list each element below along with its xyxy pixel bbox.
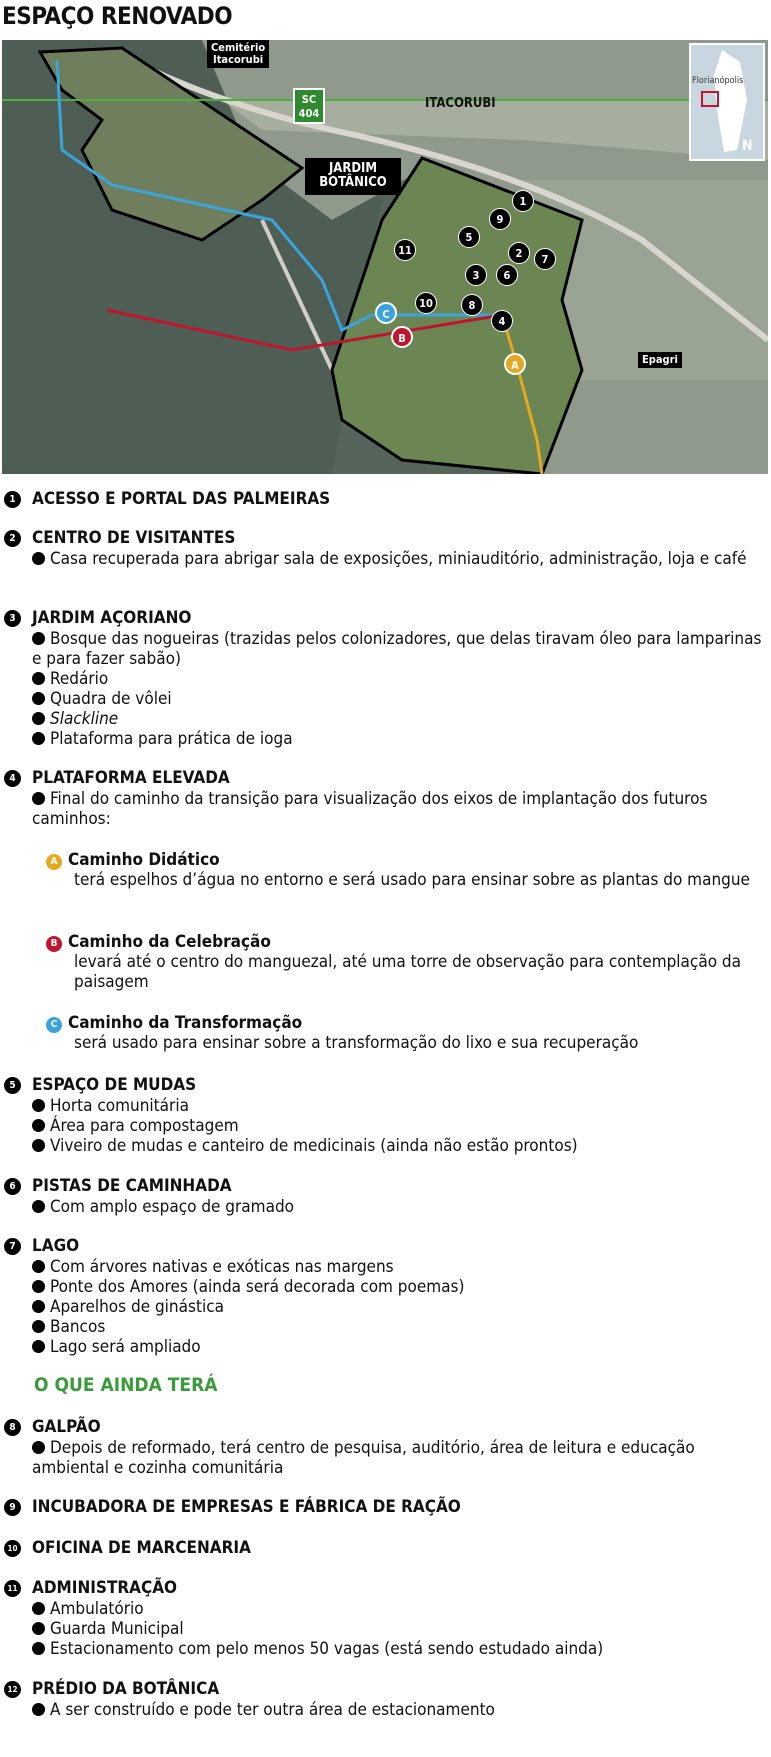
item-4-bullet-1 xyxy=(32,789,762,829)
bullet-text: Final do caminho da transição para visualização dos eixos de implantação dos futuros caminhos: xyxy=(32,789,708,829)
item-3-bullet-5 xyxy=(32,729,762,749)
bullet-text: Ponte dos Amores (ainda será decorada com poemas) xyxy=(50,1277,465,1297)
item-7-bullet-4 xyxy=(32,1317,762,1337)
map-marker-4[interactable]: 4 xyxy=(491,310,513,332)
item-title-9: INCUBADORA DE EMPRESAS E FÁBRICA DE RAÇÃO xyxy=(32,1497,461,1517)
item-number-11: 11 xyxy=(4,1580,21,1597)
path-a-badge: A xyxy=(46,854,62,870)
bullet-icon xyxy=(32,1099,45,1112)
item-3-bullet-2 xyxy=(32,669,762,689)
path-a xyxy=(46,850,762,890)
bullet-icon xyxy=(32,732,45,745)
item-title-3: JARDIM AÇORIANO xyxy=(32,608,192,628)
item-7-bullet-1 xyxy=(32,1257,762,1277)
item-number-10: 10 xyxy=(4,1540,21,1557)
bullet-text: Bosque das nogueiras (trazidas pelos colonizadores, que delas tiravam óleo para lamparinas e para fazer sabão) xyxy=(32,629,762,669)
item-title-1: ACESSO E PORTAL DAS PALMEIRAS xyxy=(32,489,331,509)
bullet-text: Com árvores nativas e exóticas nas margens xyxy=(50,1257,394,1277)
bullet-text: Com amplo espaço de gramado xyxy=(50,1197,295,1217)
item-title-4: PLATAFORMA ELEVADA xyxy=(32,768,230,788)
path-b-title: Caminho da Celebração xyxy=(68,932,271,952)
path-a-title: Caminho Didático xyxy=(68,850,220,870)
item-2-bullet-1 xyxy=(32,549,762,569)
bullet-icon xyxy=(32,1200,45,1213)
item-number-2: 2 xyxy=(4,530,21,547)
bullet-icon xyxy=(32,1703,45,1716)
bullet-icon xyxy=(32,1119,45,1132)
bullet-icon xyxy=(32,552,45,565)
future-heading: O QUE AINDA TERÁ xyxy=(34,1374,218,1396)
path-b-badge: B xyxy=(46,936,62,952)
bullet-icon xyxy=(32,1300,45,1313)
map-marker-3[interactable]: 3 xyxy=(465,264,487,286)
item-title-7: LAGO xyxy=(32,1236,80,1256)
label-cemiterio xyxy=(207,40,269,68)
item-7-bullet-5 xyxy=(32,1337,762,1357)
item-title-5: ESPAÇO DE MUDAS xyxy=(32,1075,197,1095)
label-jardim-botanico: JARDIM BOTÂNICO xyxy=(305,158,401,195)
path-c-badge: C xyxy=(46,1017,62,1033)
item-5-bullet-2 xyxy=(32,1116,762,1136)
item-11-bullet-2 xyxy=(32,1619,762,1639)
label-florianopolis: Florianópolis xyxy=(692,76,744,86)
bullet-text: Bancos xyxy=(50,1317,106,1337)
path-c xyxy=(46,1013,762,1053)
north-arrow-icon: N xyxy=(742,138,753,154)
bullet-icon xyxy=(32,1602,45,1615)
item-title-8: GALPÃO xyxy=(32,1417,101,1437)
map-marker-8[interactable]: 8 xyxy=(461,294,483,316)
bullet-icon xyxy=(32,1280,45,1293)
path-c-title: Caminho da Transformação xyxy=(68,1013,303,1033)
route-marker-b[interactable]: B xyxy=(391,326,413,348)
item-5-bullet-1 xyxy=(32,1096,762,1116)
bullet-icon xyxy=(32,1441,45,1454)
item-number-8: 8 xyxy=(4,1419,21,1436)
bullet-icon xyxy=(32,1340,45,1353)
bullet-text: Área para compostagem xyxy=(50,1116,239,1136)
bullet-text: Estacionamento com pelo menos 50 vagas (está sendo estudado ainda) xyxy=(50,1639,604,1659)
bullet-icon xyxy=(32,1260,45,1273)
bullet-text: Aparelhos de ginástica xyxy=(50,1297,224,1317)
path-a-text: terá espelhos d’água no entorno e será usado para ensinar sobre as plantas do mangue xyxy=(74,870,750,890)
map-marker-5[interactable]: 5 xyxy=(458,226,480,248)
bullet-text: Viveiro de mudas e canteiro de medicinais (ainda não estão prontos) xyxy=(50,1136,578,1156)
item-number-1: 1 xyxy=(4,491,21,508)
map-marker-1[interactable]: 1 xyxy=(512,190,534,212)
map-marker-2[interactable]: 2 xyxy=(508,242,530,264)
bullet-icon xyxy=(32,712,45,725)
item-title-2: CENTRO DE VISITANTES xyxy=(32,528,236,548)
path-b xyxy=(46,932,762,992)
bullet-icon xyxy=(32,632,45,645)
bullet-text: Casa recuperada para abrigar sala de exposições, miniauditório, administração, loja e café xyxy=(50,549,747,569)
sc404-road-badge: SC 404 xyxy=(293,88,325,124)
bullet-text: Quadra de vôlei xyxy=(50,689,172,709)
item-5-bullet-3 xyxy=(32,1136,762,1156)
bullet-text: Plataforma para prática de ioga xyxy=(50,729,293,749)
map-marker-6[interactable]: 6 xyxy=(496,264,518,286)
bullet-icon xyxy=(32,672,45,685)
map-graphic xyxy=(2,40,768,474)
bullet-icon xyxy=(32,1139,45,1152)
bullet-icon xyxy=(32,1642,45,1655)
item-11-bullet-1 xyxy=(32,1599,762,1619)
item-3-bullet-1 xyxy=(32,629,762,669)
item-3-bullet-4 xyxy=(32,709,762,729)
path-b-text: levará até o centro do manguezal, até uma torre de observação para contemplação da paisagem xyxy=(74,952,742,992)
map-marker-11[interactable]: 11 xyxy=(394,239,416,261)
item-title-10: OFICINA DE MARCENARIA xyxy=(32,1538,251,1558)
item-number-3: 3 xyxy=(4,610,21,627)
item-7-bullet-3 xyxy=(32,1297,762,1317)
item-6-bullet-1 xyxy=(32,1197,762,1217)
item-number-6: 6 xyxy=(4,1178,21,1195)
item-title-12: PRÉDIO DA BOTÂNICA xyxy=(32,1679,220,1699)
aerial-map[interactable] xyxy=(2,40,768,474)
item-11-bullet-3 xyxy=(32,1639,762,1659)
item-number-7: 7 xyxy=(4,1238,21,1255)
bullet-icon xyxy=(32,1320,45,1333)
item-8-bullet-1 xyxy=(32,1438,762,1478)
item-number-9: 9 xyxy=(4,1499,21,1516)
label-cemiterio-text: Cemitério Itacorubi xyxy=(211,41,266,67)
bullet-icon xyxy=(32,692,45,705)
bullet-text: Horta comunitária xyxy=(50,1096,189,1116)
page-title: ESPAÇO RENOVADO xyxy=(2,2,233,30)
bullet-text: Slackline xyxy=(50,709,119,729)
route-marker-c[interactable]: C xyxy=(375,302,397,324)
item-number-5: 5 xyxy=(4,1077,21,1094)
label-epagri: Epagri xyxy=(638,352,682,368)
item-7-bullet-2 xyxy=(32,1277,762,1297)
bullet-text: Guarda Municipal xyxy=(50,1619,184,1639)
bullet-icon xyxy=(32,792,45,805)
map-marker-10[interactable]: 10 xyxy=(415,292,437,314)
item-number-4: 4 xyxy=(4,770,21,787)
map-marker-9[interactable]: 9 xyxy=(489,208,511,230)
item-title-11: ADMINISTRAÇÃO xyxy=(32,1578,178,1598)
bullet-text: Depois de reformado, terá centro de pesquisa, auditório, área de leitura e educação ambiental e cozinha comunitária xyxy=(32,1438,695,1478)
item-title-6: PISTAS DE CAMINHADA xyxy=(32,1176,232,1196)
item-12-bullet-1 xyxy=(32,1700,762,1720)
bullet-text: A ser construído e pode ter outra área de estacionamento xyxy=(50,1700,495,1720)
map-marker-7[interactable]: 7 xyxy=(534,248,556,270)
bullet-text: Redário xyxy=(50,669,109,689)
bullet-icon xyxy=(32,1622,45,1635)
path-c-text: será usado para ensinar sobre a transformação do lixo e sua recuperação xyxy=(74,1033,639,1053)
bullet-text: Ambulatório xyxy=(50,1599,144,1619)
item-3-bullet-3 xyxy=(32,689,762,709)
item-number-12: 12 xyxy=(4,1681,21,1698)
bullet-text: Lago será ampliado xyxy=(50,1337,201,1357)
label-itacorubi: ITACORUBI xyxy=(425,96,496,111)
route-marker-a[interactable]: A xyxy=(504,353,526,375)
